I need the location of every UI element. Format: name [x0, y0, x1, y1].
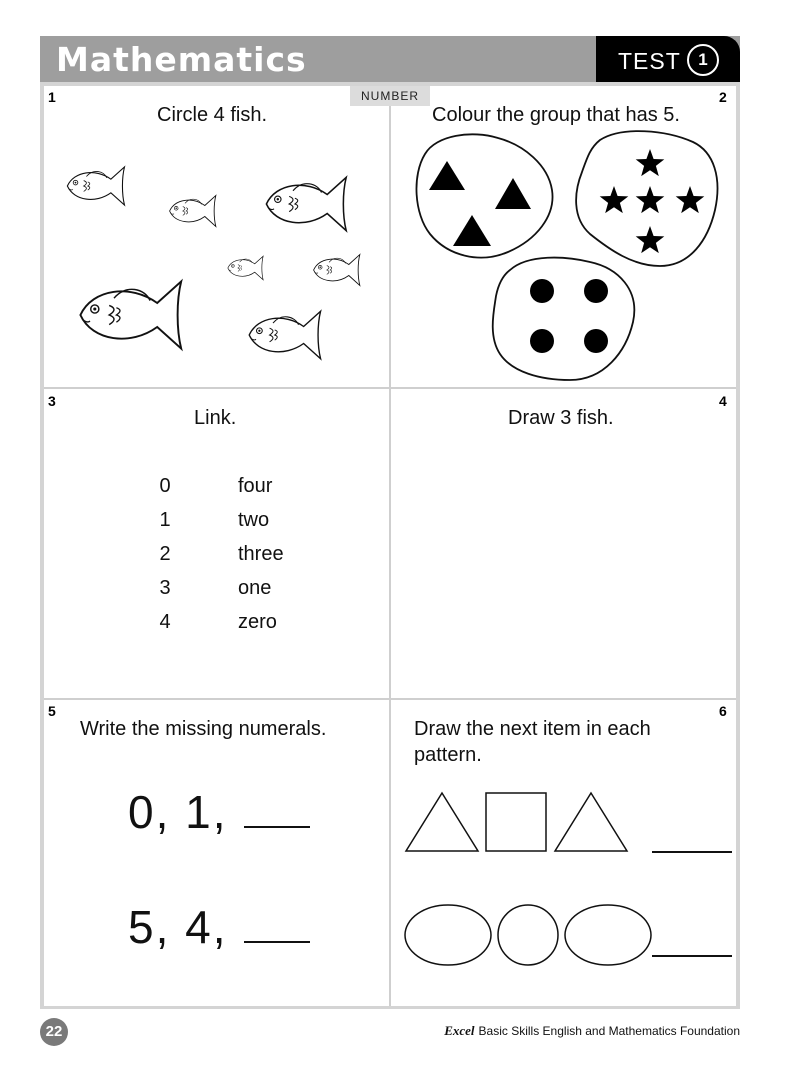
square-shape [486, 793, 546, 851]
answer-blank-4[interactable] [652, 955, 732, 957]
question-6-prompt-line-1: Draw the next item in each [414, 718, 651, 740]
question-number-2: 2 [719, 89, 727, 105]
link-word-3[interactable]: one [238, 577, 272, 599]
question-2-prompt: Colour the group that has 5. [432, 104, 680, 126]
triangle-shape [555, 793, 627, 851]
subject-title: Mathematics [56, 40, 307, 79]
link-numeral-4[interactable]: 4 [159, 611, 171, 633]
test-number-badge: 1 [687, 44, 719, 76]
oval-shape [565, 905, 651, 965]
circle-shape [498, 905, 558, 965]
question-4-prompt: Draw 3 fish. [508, 407, 614, 429]
question-number-5: 5 [48, 703, 56, 719]
question-1-prompt: Circle 4 fish. [157, 104, 268, 126]
question-number-1: 1 [48, 89, 56, 105]
question-3-prompt: Link. [194, 407, 237, 429]
number-sequence-2: 5, 4, [128, 901, 228, 953]
link-word-2[interactable]: three [238, 543, 284, 565]
question-number-4: 4 [719, 393, 727, 409]
link-numeral-3[interactable]: 3 [159, 577, 171, 599]
link-word-0[interactable]: four [238, 475, 273, 497]
link-numeral-0[interactable]: 0 [159, 475, 171, 497]
link-numeral-2[interactable]: 2 [159, 543, 171, 565]
question-number-6: 6 [719, 703, 727, 719]
book-title: Basic Skills English and Mathematics Foundation [478, 1024, 740, 1038]
section-label: NUMBER [350, 86, 430, 106]
brand-logo: Excel [444, 1023, 475, 1038]
question-5-prompt: Write the missing numerals. [80, 718, 327, 740]
oval-shape [405, 905, 491, 965]
link-word-1[interactable]: two [238, 509, 270, 531]
number-sequence-1: 0, 1, [128, 786, 228, 838]
footer [444, 1023, 740, 1039]
link-word-4[interactable]: zero [238, 611, 277, 633]
link-numeral-1[interactable]: 1 [159, 509, 171, 531]
test-label: TEST [618, 48, 681, 74]
question-6-prompt-line-2: pattern. [414, 744, 482, 766]
triangle-shape [406, 793, 478, 851]
question-number-3: 3 [48, 393, 56, 409]
page-number-badge: 22 [40, 1018, 68, 1046]
answer-blank-3[interactable] [652, 851, 732, 853]
